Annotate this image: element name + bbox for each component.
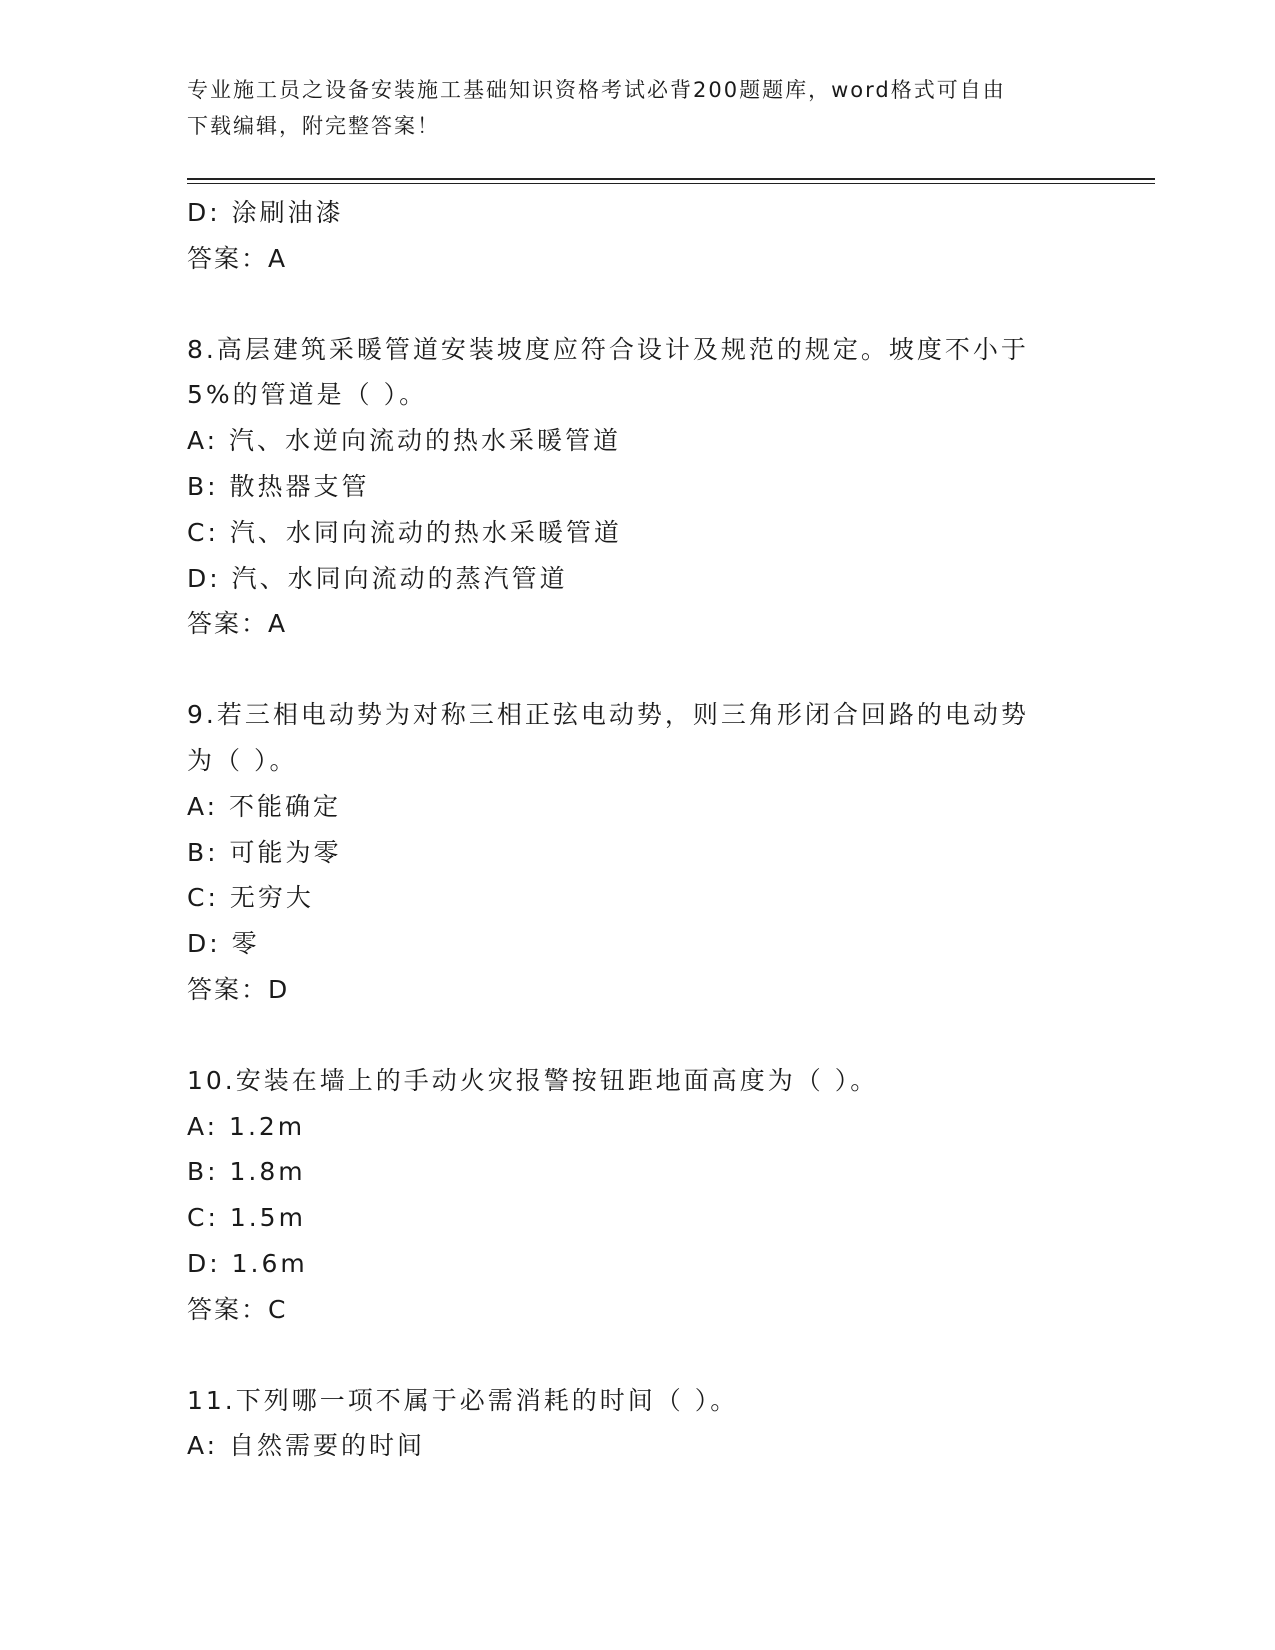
question-stem: 9.若三相电动势为对称三相正弦电动势，则三角形闭合回路的电动势: [187, 700, 1029, 730]
answer: 答案：A: [187, 609, 288, 639]
option-a: A: 自然需要的时间: [187, 1431, 426, 1461]
answer: 答案：D: [187, 974, 290, 1004]
option-b: B: 可能为零: [187, 837, 342, 867]
header-divider-thin: [187, 183, 1155, 184]
option-c: C: 无穷大: [187, 883, 314, 913]
option-c: C: 汽、水同向流动的热水采暖管道: [187, 517, 622, 547]
option-b: B: 散热器支管: [187, 471, 370, 501]
option-d: D: 1.6m: [187, 1248, 308, 1278]
option-c: C: 1.5m: [187, 1203, 306, 1233]
question-9: [187, 692, 1087, 1013]
option-a: A: 不能确定: [187, 791, 342, 821]
question-8: [187, 327, 1087, 648]
spacer: [187, 647, 1087, 692]
option-a: A: 1.2m: [187, 1111, 306, 1141]
header-line-2: 下载编辑，附完整答案！: [187, 114, 440, 138]
question-stem: 10.安装在墙上的手动火灾报警按钮距地面高度为（ ）。: [187, 1065, 879, 1095]
spacer: [187, 282, 1087, 327]
spacer: [187, 1013, 1087, 1058]
header-divider-thick: [187, 178, 1155, 180]
header-line-1: 专业施工员之设备安装施工基础知识资格考试必背200题题库，word格式可自由: [187, 78, 1006, 102]
option-d: D: 汽、水同向流动的蒸汽管道: [187, 563, 568, 593]
question-11: [187, 1378, 1087, 1470]
answer: 答案：C: [187, 1294, 288, 1324]
question-7-tail: [187, 190, 1087, 282]
question-stem: 8.高层建筑采暖管道安装坡度应符合设计及规范的规定。坡度不小于: [187, 334, 1029, 364]
question-10: [187, 1058, 1087, 1333]
question-stem-continued: 5%的管道是（ ）。: [187, 380, 428, 410]
document-header: [187, 72, 1087, 144]
option-d: D: 涂刷油漆: [187, 198, 344, 227]
spacer: [187, 1333, 1087, 1378]
answer: 答案：A: [187, 243, 288, 273]
option-a: A: 汽、水逆向流动的热水采暖管道: [187, 426, 622, 456]
option-d: D: 零: [187, 929, 260, 959]
option-b: B: 1.8m: [187, 1157, 306, 1187]
question-list: [187, 190, 1087, 1469]
question-stem: 11.下列哪一项不属于必需消耗的时间（ ）。: [187, 1385, 739, 1415]
question-stem-continued: 为（ ）。: [187, 745, 298, 775]
